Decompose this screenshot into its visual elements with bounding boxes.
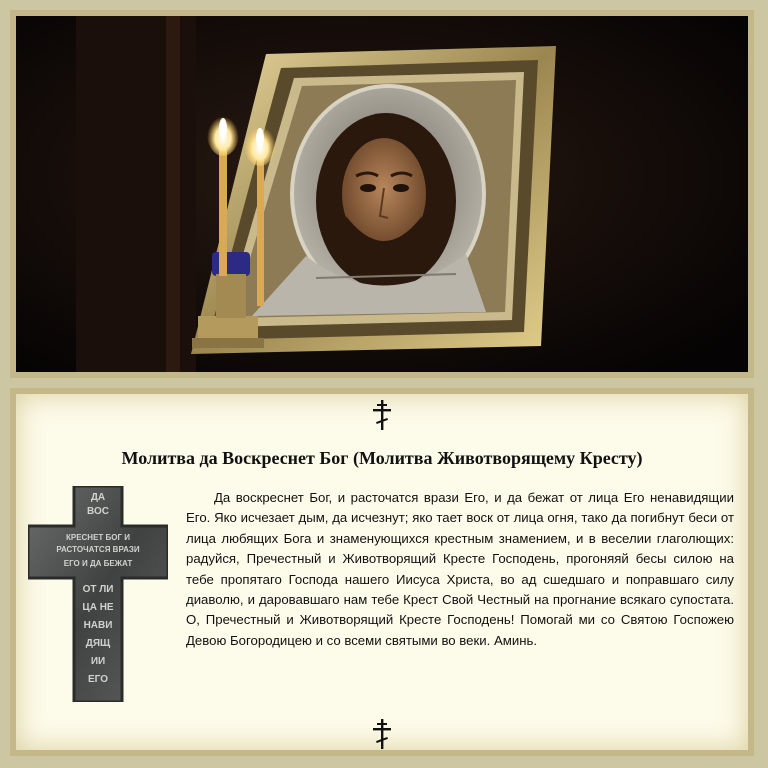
svg-text:НАВИ: НАВИ	[83, 620, 113, 631]
photo-frame	[10, 10, 754, 378]
orthodox-cross-icon	[372, 400, 392, 430]
svg-text:ЕГО И ДА БЕЖАТ: ЕГО И ДА БЕЖАТ	[63, 559, 133, 568]
svg-text:КРЕСНЕТ БОГ И: КРЕСНЕТ БОГ И	[65, 533, 131, 542]
svg-text:ЦА НЕ: ЦА НЕ	[82, 602, 114, 613]
icon-photo-illustration	[16, 16, 748, 372]
svg-text:ИИ: ИИ	[90, 656, 106, 667]
prayer-panel	[16, 394, 748, 750]
svg-text:ЕГО: ЕГО	[88, 674, 108, 685]
prayer-frame	[10, 388, 754, 756]
icon-photo	[16, 16, 748, 372]
svg-text:ВОС: ВОС	[87, 506, 109, 517]
prayer-title: Молитва да Воскреснет Бог (Молитва Животворящему Кресту)	[121, 448, 643, 468]
svg-text:ОТ ЛИ: ОТ ЛИ	[82, 584, 114, 595]
orthodox-cross-icon	[372, 719, 392, 749]
svg-text:ДА: ДА	[90, 492, 106, 503]
svg-text:РАСТОЧАТСЯ ВРАЗИ: РАСТОЧАТСЯ ВРАЗИ	[56, 545, 140, 554]
prayer-text: Да воскреснет Бог, и расточатся врази Его, и да бежат от лица Его ненавидящии Его. Яко исчезает дым, да исчезнут; яко тает воск от лица огня, тако да погибнут беси от лица любящих Бога и знаменующихся крестным знамением, и в веселии глаголющих: радуйся, Пречестный и Животворящий Кресте Господень, прогоняяй бесы силою на тебе пропятаго Господа нашего Иисуса Христа, во ад сшедшаго и поправшаго силу диаволю, и даровавшаго нам тебе Крест Свой Честный на прогнание всякаго супостата. О, Пречестный и Животворящий Кресте Господень! Помогай ми со Святою Госпожею Девою Богородицею и со всеми святыми во веки. Аминь.	[186, 490, 734, 648]
cross-amulet-image	[28, 486, 168, 702]
svg-text:ДЯЩ: ДЯЩ	[85, 638, 111, 649]
